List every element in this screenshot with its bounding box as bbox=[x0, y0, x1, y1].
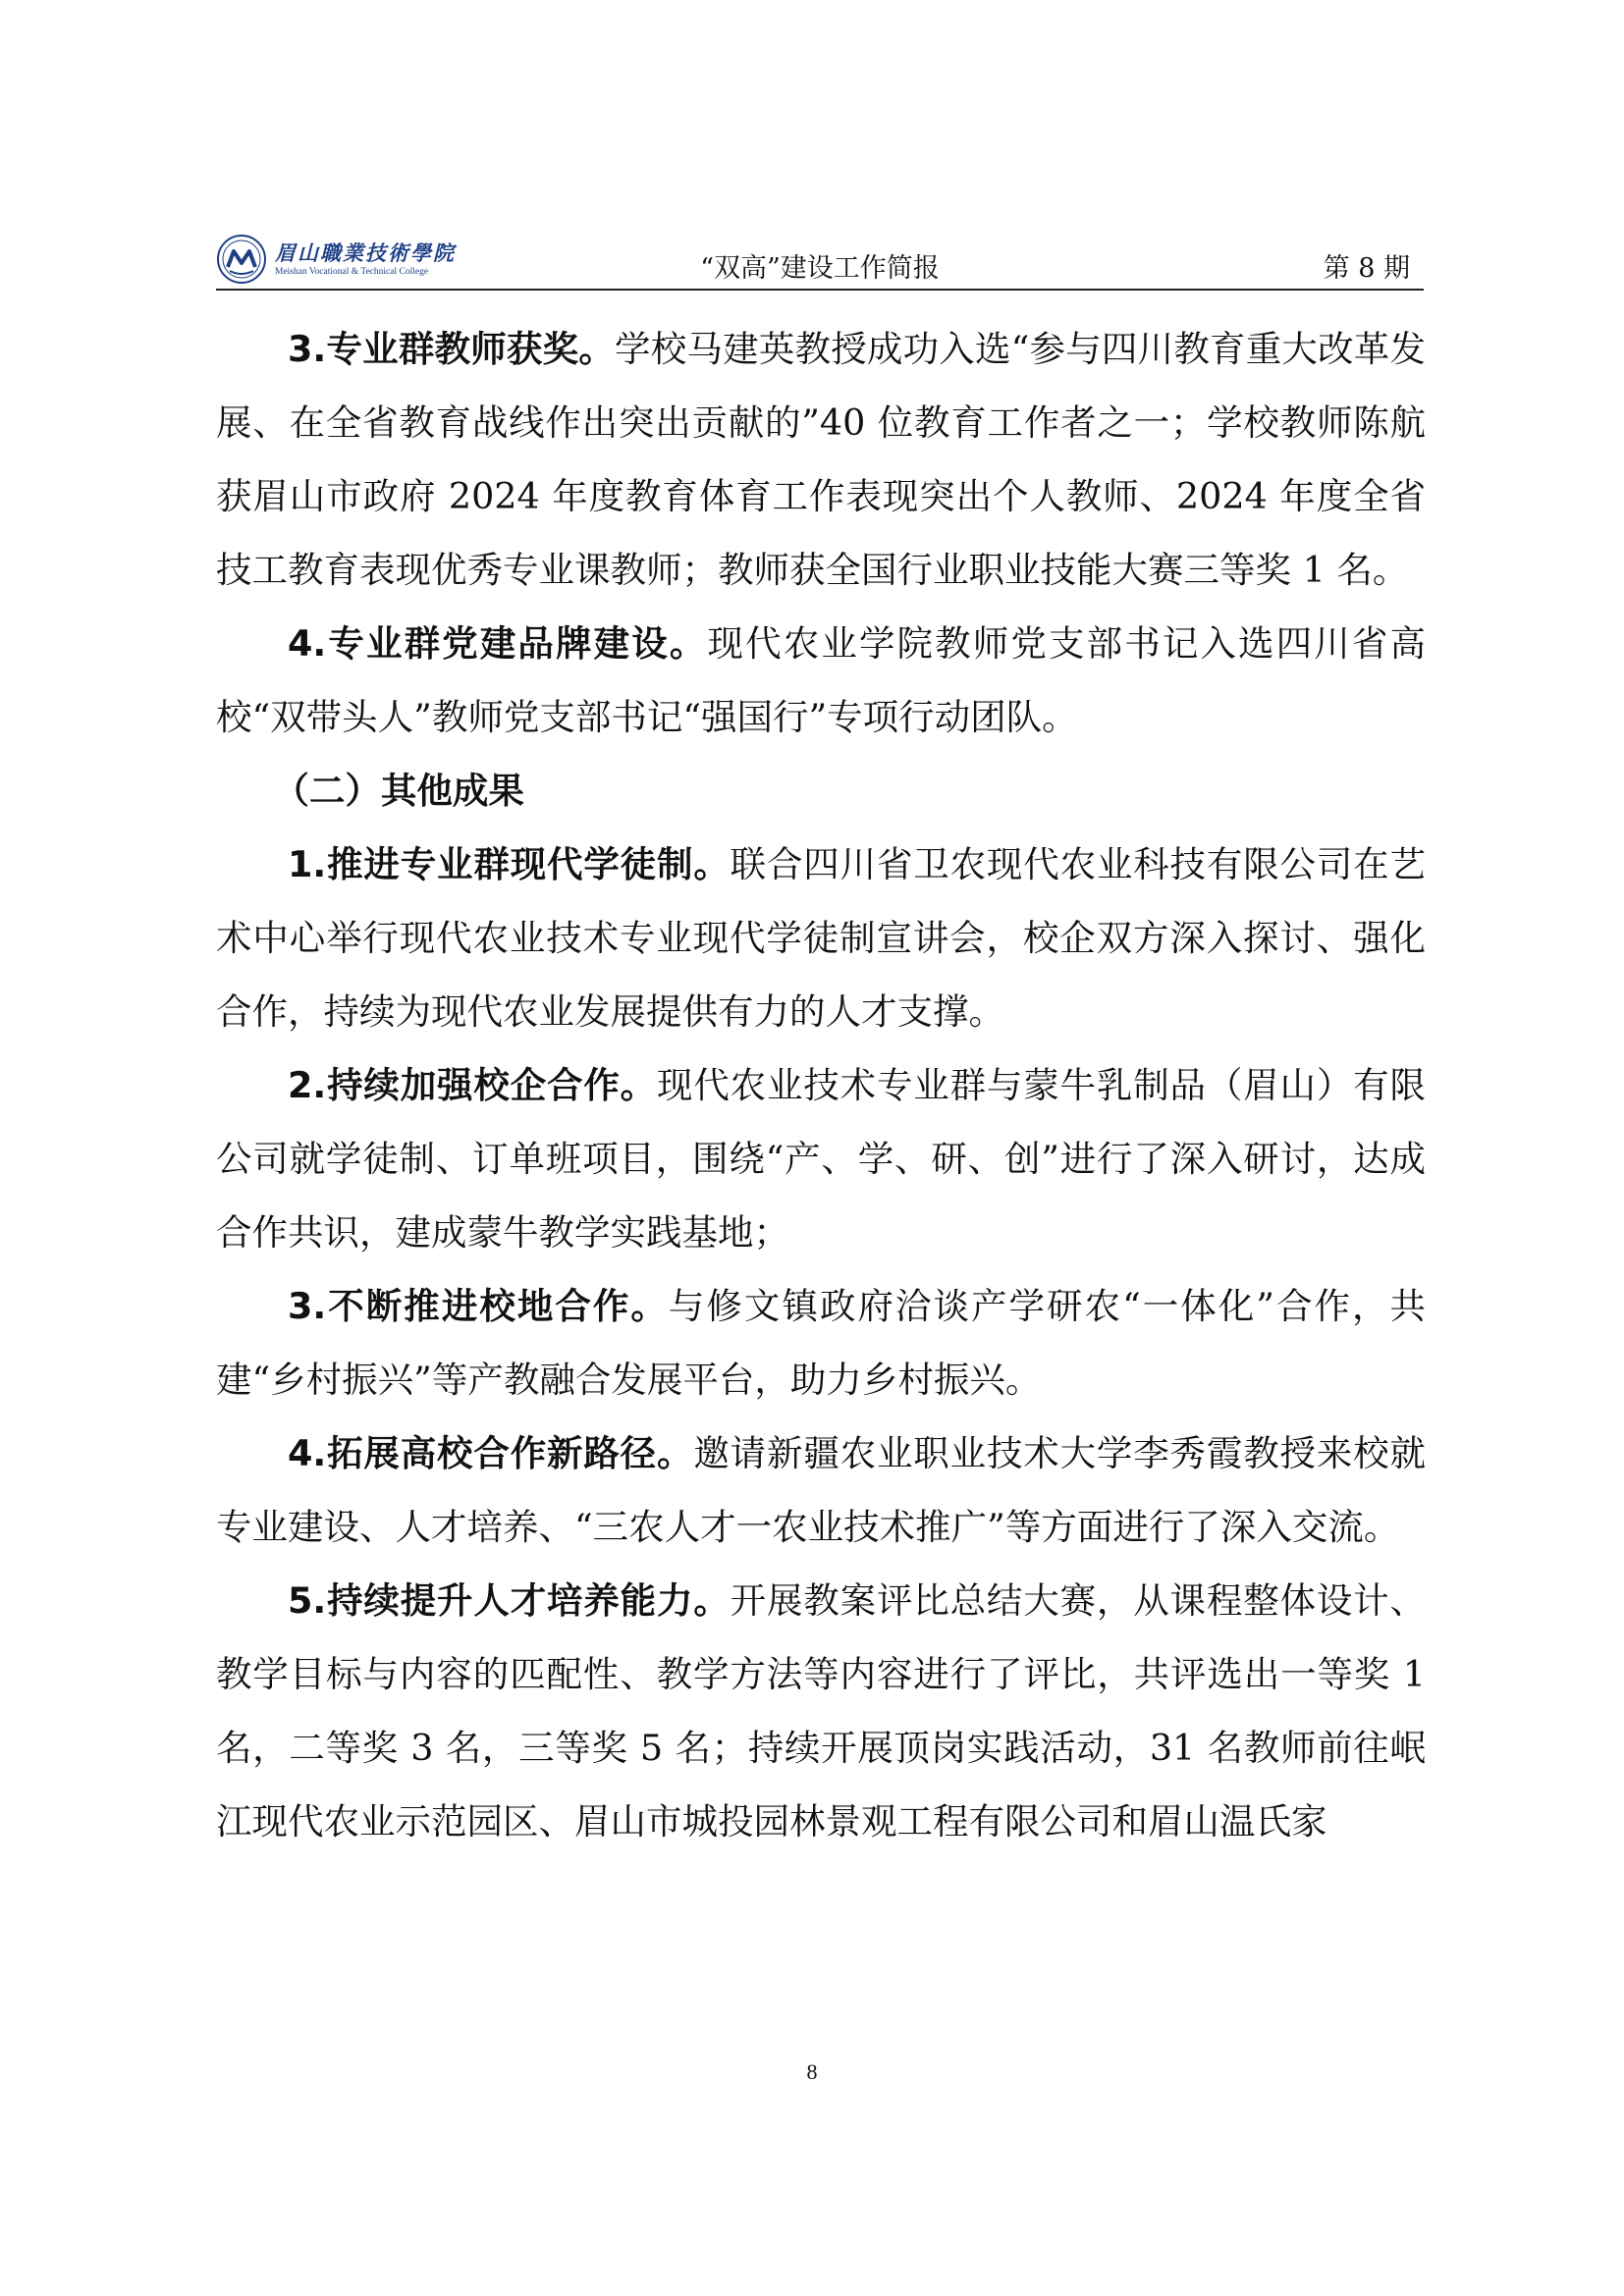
paragraph-text: 与修文镇政府洽谈产学研农“一体化”合作，共建“乡村振兴”等产教融合发展平台，助力乡村振兴。 bbox=[216, 1285, 1426, 1401]
paragraph-lead: 3.专业群教师获奖。 bbox=[288, 328, 616, 370]
paragraph-teacher-awards bbox=[216, 312, 1426, 607]
college-name-en: Meishan Vocational & Technical College bbox=[275, 267, 429, 277]
paragraph-text: 邀请新疆农业职业技术大学李秀霞教授来校就专业建设、人才培养、“三农人才一农业技术推广”等方面进行了深入交流。 bbox=[216, 1432, 1427, 1548]
paragraph-lead: 4.专业群党建品牌建设。 bbox=[288, 622, 708, 665]
paragraph-text: 开展教案评比总结大赛，从课程整体设计、教学目标与内容的匹配性、教学方法等内容进行了评比，共评选出一等奖 1 名，二等奖 3 名，三等奖 5 名；持续开展顶岗实践活动，31 名教师前往岷江现代农业示范园区、眉山市城投园林景观工程有限公司和眉山温氏家 bbox=[216, 1579, 1426, 1842]
issue-number: 第 8 期 bbox=[1323, 253, 1410, 284]
page-header bbox=[216, 228, 1424, 291]
paragraph-school-local bbox=[216, 1269, 1426, 1416]
paragraph-lead: 4.拓展高校合作新路径。 bbox=[288, 1432, 694, 1474]
page-number: 8 bbox=[806, 2059, 818, 2084]
paragraph-lead: 1.推进专业群现代学徒制。 bbox=[288, 843, 731, 885]
paragraph-lead: 2.持续加强校企合作。 bbox=[288, 1064, 658, 1106]
bulletin-title: “双高”建设工作简报 bbox=[700, 253, 940, 284]
section-heading: （二）其他成果 bbox=[273, 770, 524, 812]
paragraph-university-cooperation bbox=[216, 1416, 1426, 1564]
paragraph-talent-training bbox=[216, 1564, 1426, 1858]
paragraph-school-enterprise bbox=[216, 1048, 1426, 1269]
college-name-cn: 眉山職業技術學院 bbox=[275, 240, 456, 265]
paragraph-party-building bbox=[216, 607, 1426, 754]
paragraph-apprenticeship bbox=[216, 828, 1426, 1048]
paragraph-text: 现代农业学院教师党支部书记入选四川省高校“双带头人”教师党支部书记“强国行”专项行动团队。 bbox=[216, 622, 1427, 738]
paragraph-lead: 5.持续提升人才培养能力。 bbox=[288, 1579, 731, 1622]
page-body bbox=[216, 312, 1426, 1858]
paragraph-lead: 3.不断推进校地合作。 bbox=[288, 1285, 669, 1327]
paragraph-text: 现代农业技术专业群与蒙牛乳制品（眉山）有限公司就学徒制、订单班项目，围绕“产、学、研、创”进行了深入研讨，达成合作共识，建成蒙牛教学实践基地； bbox=[216, 1064, 1427, 1254]
paragraph-text: 学校马建英教授成功入选“参与四川教育重大改革发展、在全省教育战线作出突出贡献的”40 位教育工作者之一；学校教师陈航获眉山市政府 2024 年度教育体育工作表现突出个人教师、2024 年度全省技工教育表现优秀专业课教师；教师获全国行业职业技能大赛三等奖 1 名。 bbox=[216, 328, 1426, 591]
paragraph-text: 联合四川省卫农现代农业科技有限公司在艺术中心举行现代农业技术专业现代学徒制宣讲会，校企双方深入探讨、强化合作，持续为现代农业发展提供有力的人才支撑。 bbox=[216, 843, 1426, 1033]
